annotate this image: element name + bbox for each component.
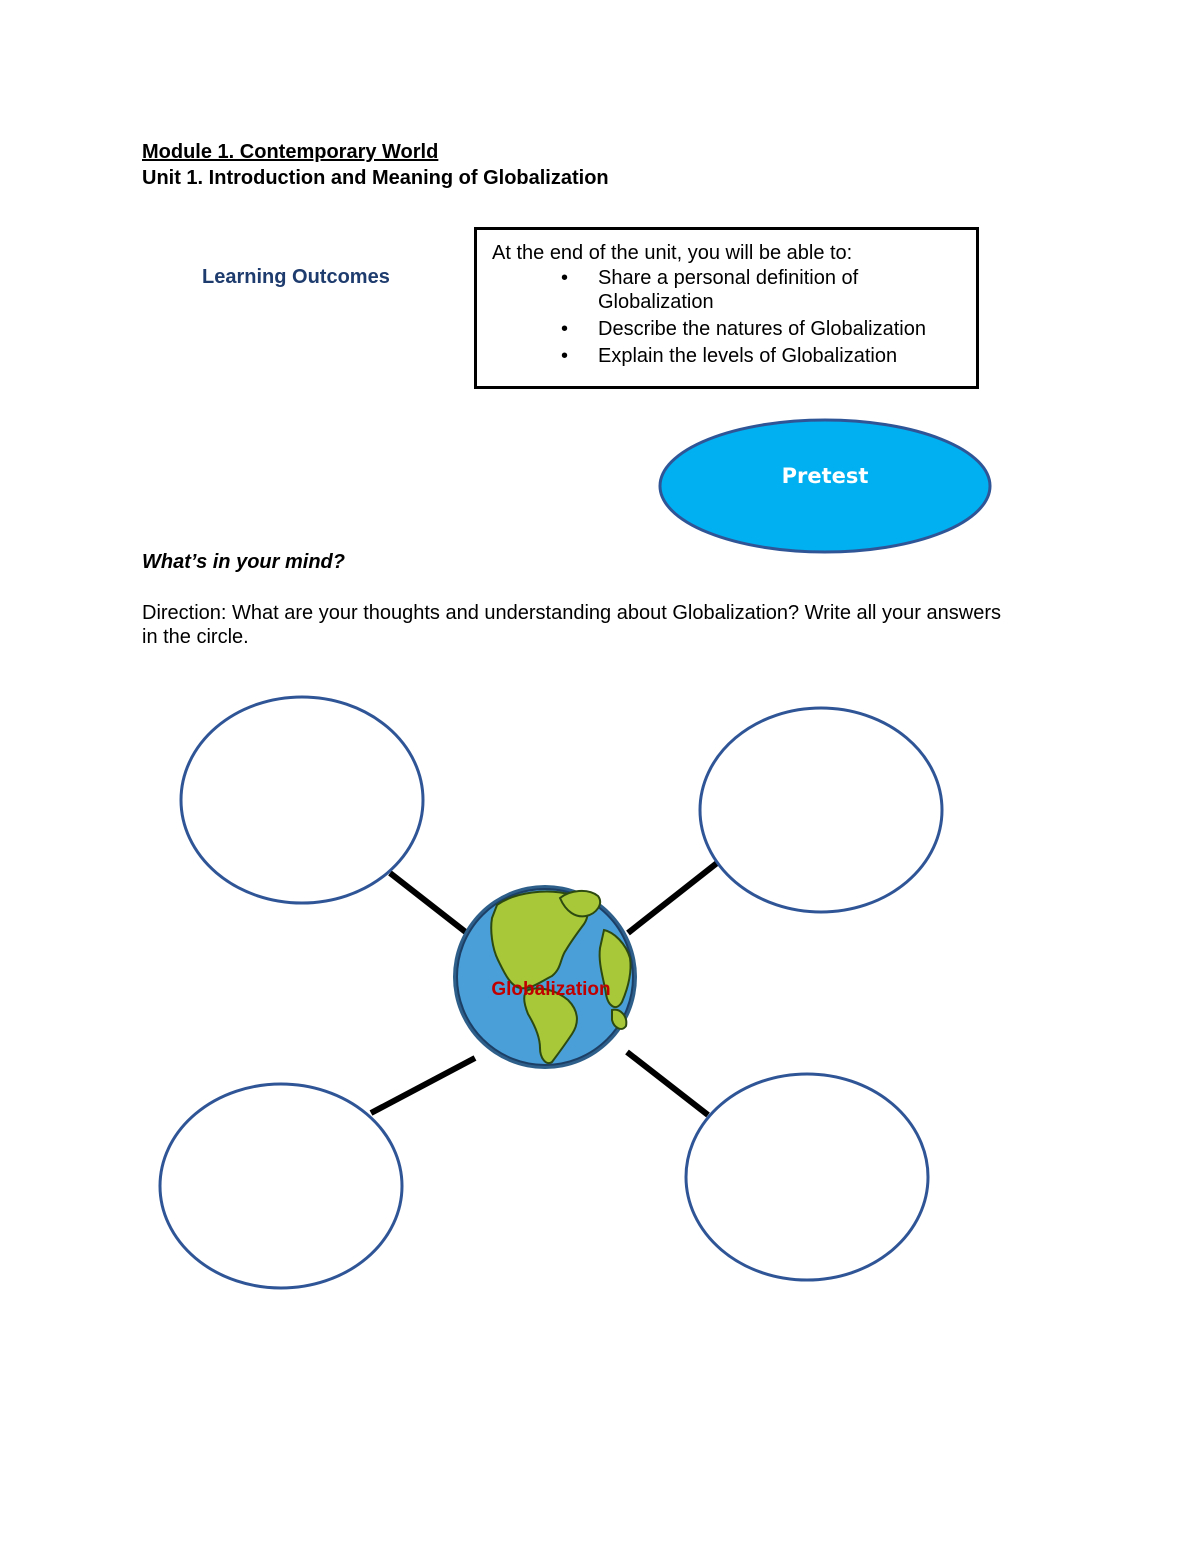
answer-circle-top-right[interactable]	[700, 708, 942, 912]
module-title: Module 1. Contemporary World	[142, 141, 439, 163]
learning-outcomes-label: Learning Outcomes	[202, 266, 390, 288]
outcomes-intro: At the end of the unit, you will be able to:	[492, 242, 853, 264]
globalization-center-label: Globalization	[491, 979, 611, 1000]
globe-icon	[453, 885, 637, 1069]
outcome-item: • Explain the levels of Globalization	[561, 345, 898, 367]
outcome-item: • Describe the natures of Globalization	[561, 318, 926, 340]
activity-direction: Direction: What are your thoughts and understanding about Globalization? Write all your answers in the circle.	[142, 602, 1001, 648]
bullet-icon: •	[561, 318, 569, 340]
bullet-icon: •	[561, 345, 569, 367]
outcome-item: • Share a personal definition of Globalization	[561, 267, 859, 313]
answer-circle-bottom-left[interactable]	[160, 1084, 402, 1288]
activity-question: What’s in your mind?	[142, 551, 345, 573]
unit-title: Unit 1. Introduction and Meaning of Globalization	[142, 167, 609, 189]
answer-circle-bottom-right[interactable]	[686, 1074, 928, 1280]
answer-circle-top-left[interactable]	[181, 697, 423, 903]
pretest-label: Pretest	[781, 464, 869, 488]
bullet-icon: •	[561, 267, 569, 289]
